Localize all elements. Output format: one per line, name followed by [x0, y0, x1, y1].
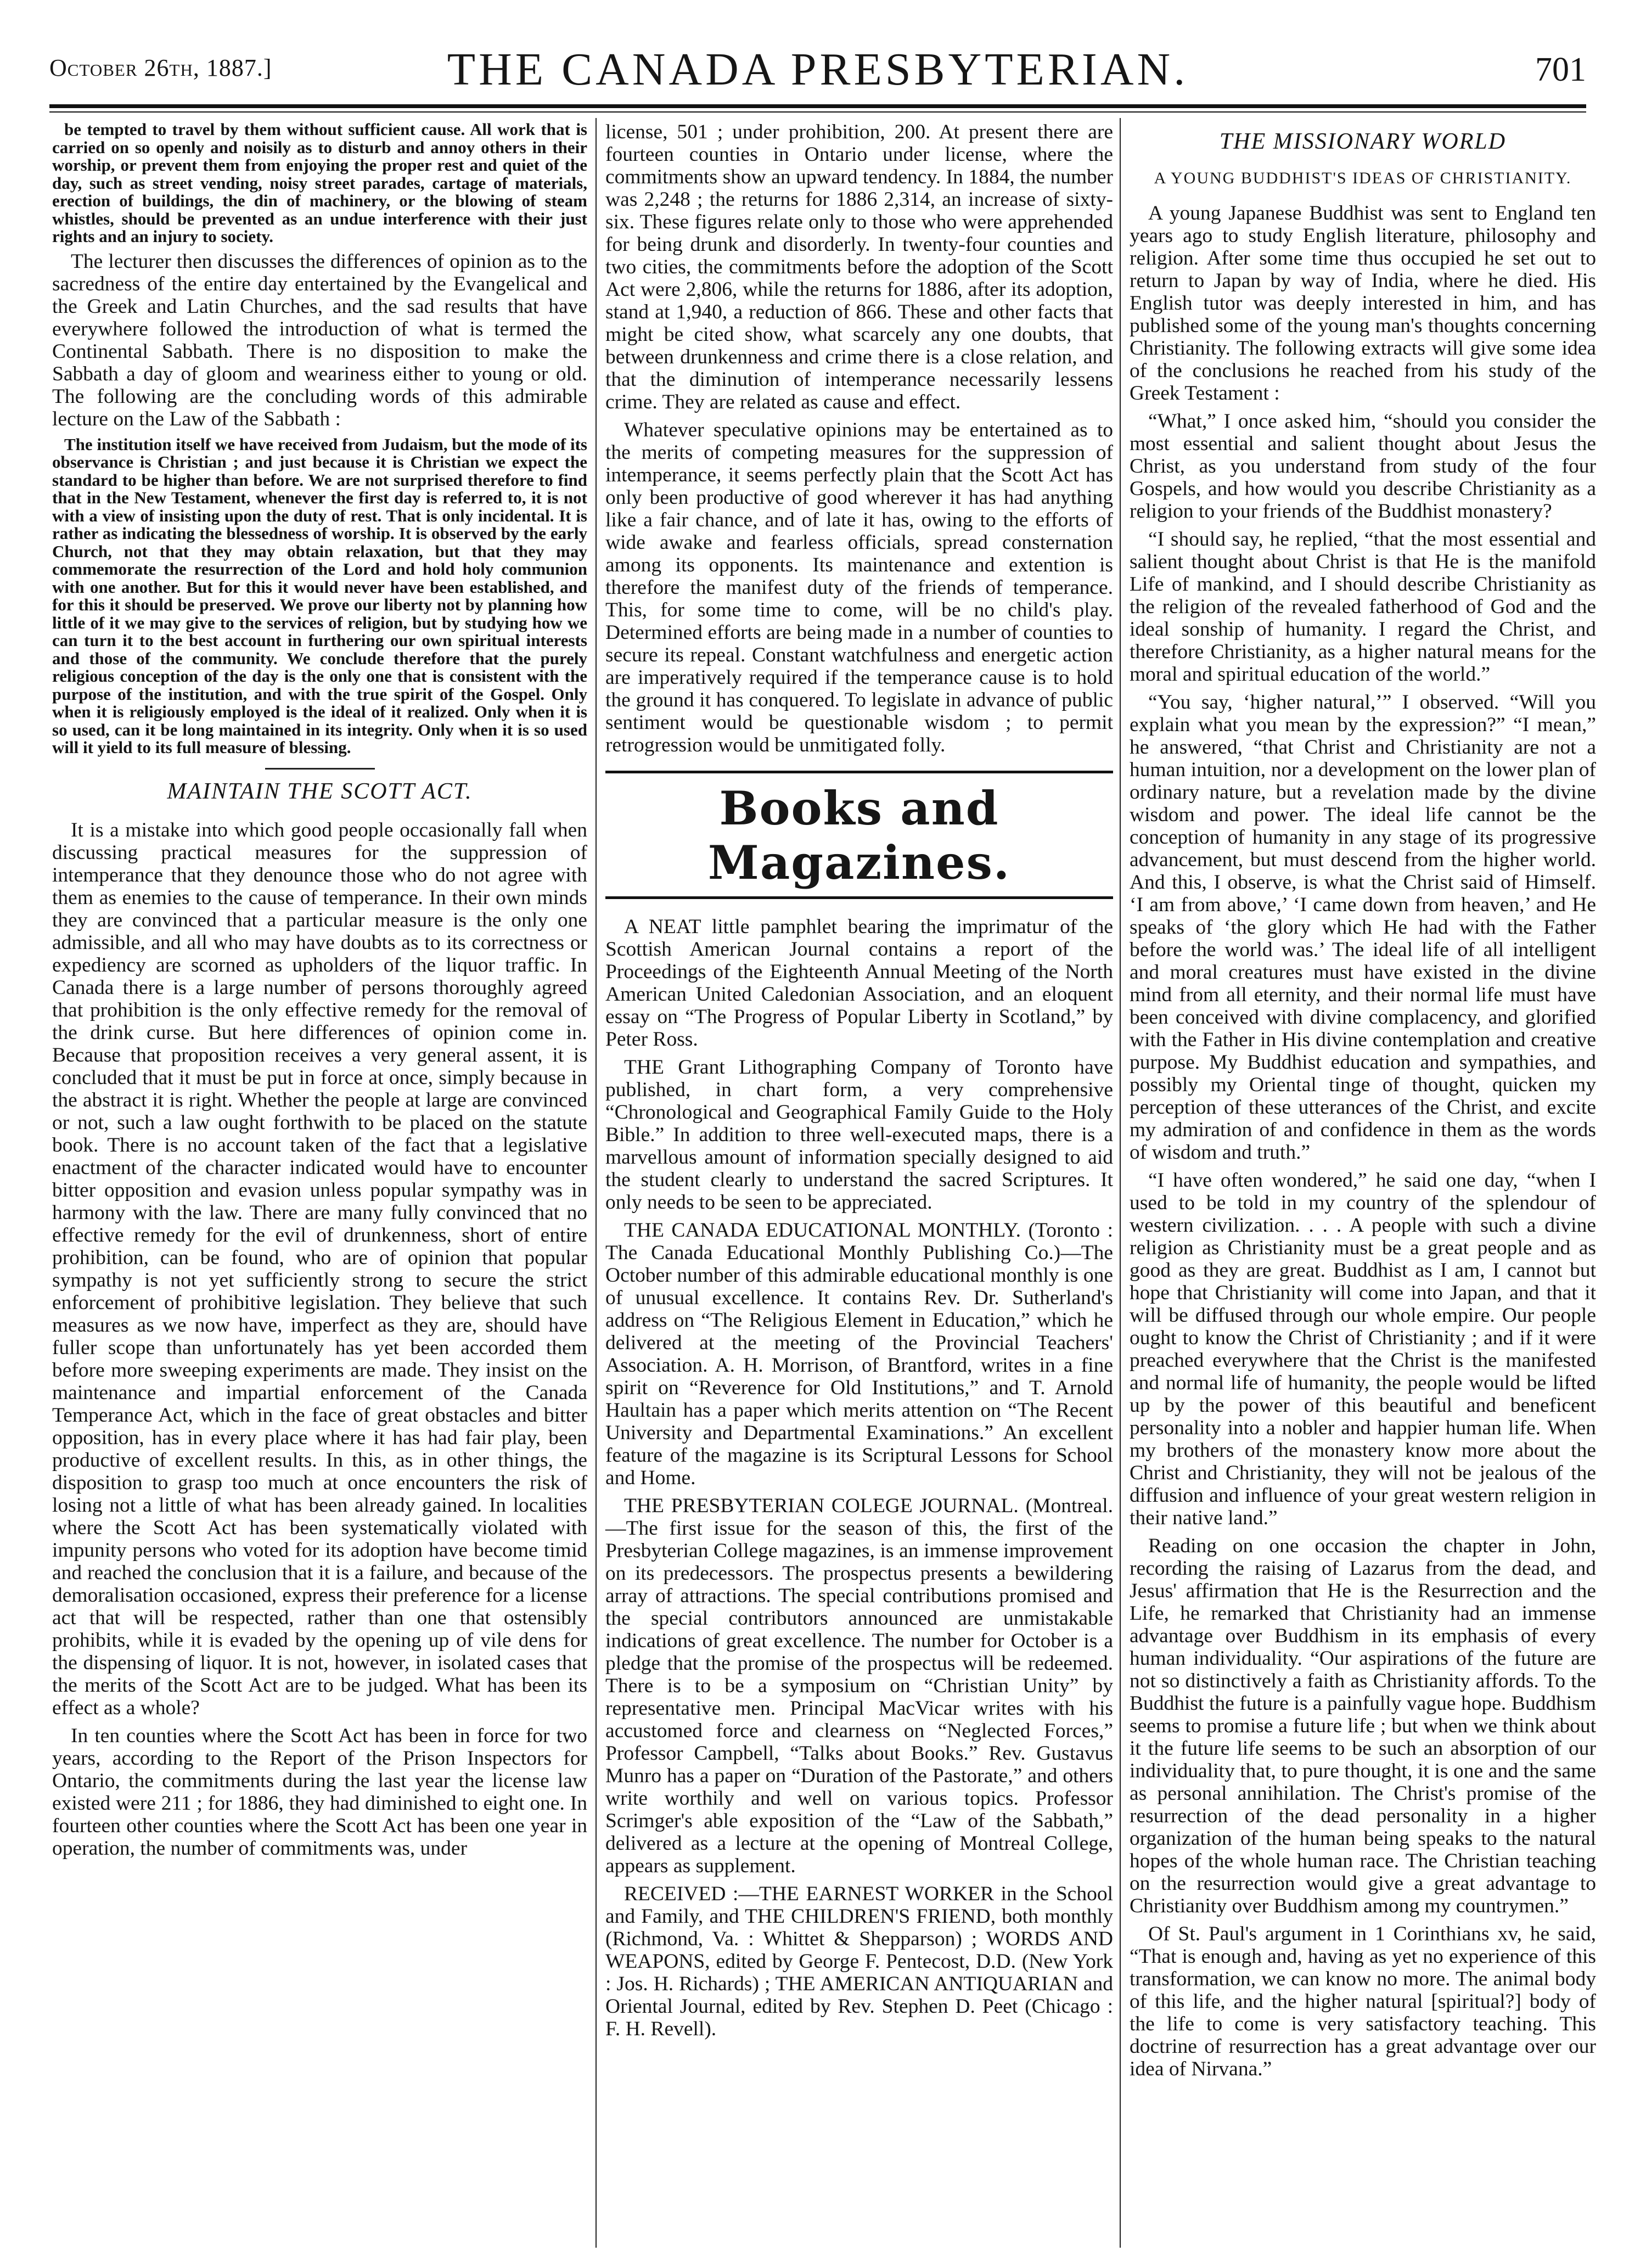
- block-quote: The institution itself we have received from Judaism, but the mode of its observance is Christian ; and just because it is Christian we expect the standard to be higher than before. We are not surprised therefore to find that in the New Testament, whenever the first day is referred to, it is not with a view of insisting upon the duty of rest. That is only incidental. It is rather as indicating the blessedness of worship. It is observed by the early Church, not that they may obtain relaxation, but that they may commemorate the resurrection of the Lord and hold holy communion with one another. But for this it would never have been established, and for this it should be preserved. We prove our liberty not by planning how little of it we may give to the services of religion, but by studying how we can turn it to the best account in furthering our own spiritual interests and those of the community. We conclude therefore that the purely religious conception of the day is the only one that is consistent with the purpose of the institution, and with the true spirit of the Gospel. Only when it is religiously employed is the ideal of it realized. Only when it is so used, can it be long maintained in its integrity. Only when it is so used will it yield to its full measure of blessing.: [52, 434, 587, 757]
- lecture-quote-end: be tempted to travel by them without sufficient cause. All work that is carried on so openly and noisily as to disturb and annoy others in their worship, or prevent them from enjoying the proper rest and quiet of the day, such as street vending, noisy street parades, cartage of materials, erection of buildings, the din of machinery, or the blowing of steam whistles, should be prevented as an undue interference with their just rights and an injury to society.: [52, 120, 587, 246]
- section-heading-scott-act: MAINTAIN THE SCOTT ACT.: [167, 778, 473, 804]
- section-divider: [265, 768, 375, 770]
- article-paragraph: The lecturer then discusses the differences of opinion as to the sacredness of the entire day entertained by the Evangelical and the Greek and Latin Churches, and the sad results that have everywhere followed the introduction of what is termed the Continental Sabbath. There is no disposition to make the Sabbath a day of gloom and weariness either to young or old. The following are the concluding words of this admirable lecture on the Law of the Sabbath :: [52, 250, 587, 430]
- article-paragraph: “What,” I once asked him, “should you consider the most essential and salient thought about Jesus the Christ, as you understand from study of the four Gospels, and how would you describe Christianity as a religion to your friends of the Buddhist monastery?: [1130, 410, 1596, 523]
- masthead-title: THE CANADA PRESBYTERIAN.: [447, 44, 1189, 95]
- column-right: [1130, 121, 1596, 2086]
- column-divider: [1120, 118, 1121, 2248]
- article-paragraph: “I should say, he replied, “that the most essential and salient thought about Christ is that He is the manifold Life of mankind, and I should describe Christianity as the religion of the revealed fatherhood of God and the ideal sonship of humanity. I regard the Christ, and therefore Christianity, as a higher natural means for the moral and spiritual education of the world.”: [1130, 528, 1596, 686]
- column-middle: [605, 121, 1113, 2046]
- review-paragraph: RECEIVED :—THE EARNEST WORKER in the School and Family, and THE CHILDREN'S FRIEND, both monthly (Richmond, Va. : Whittet & Shepparson) ; WORDS AND WEAPONS, edited by George F. Pentecost, D.D. (New York : Jos. H. Richards) ; THE AMERICAN ANTIQUARIAN and Oriental Journal, edited by Rev. Stephen D. Peet (Chicago : F. H. Revell).: [605, 1883, 1113, 2040]
- page-number: 701: [1535, 51, 1586, 88]
- article-paragraph: “You say, ‘higher natural,’” I observed. “Will you explain what you mean by the expression?” “I mean,” he answered, “that Christ and Christianity are not a human intuition, nor a development on the lower plan of ordinary nature, but a revelation made by the divine wisdom and power. The ideal life cannot be the conception of humanity in any stage of its progressive advancement, but must descend from the higher world. And this, I observe, is what the Christ said of Himself. ‘I am from above,’ ‘I came down from heaven,’ and He speaks of ‘the glory which He had with the Father before the world was.’ The ideal life of all intelligent and moral creatures must have existed in the divine mind from all eternity, and their normal life must have been conceived with divine complacency, and glorified with the Father in His divine contemplation and creative purpose. My Buddhist education and sympathies, and possibly my Oriental tinge of thought, quicken my perception of these utterances of the Christ, and excite my admiration of and confidence in them as the words of wisdom and truth.”: [1130, 691, 1596, 1164]
- article-paragraph: In ten counties where the Scott Act has been in force for two years, according to the Report of the Prison Inspectors for Ontario, the commitments during the last year the license law existed were 211 ; for 1886, they had diminished to eight one. In fourteen other counties where the Scott Act has been one year in operation, the number of commitments was, under: [52, 1724, 587, 1860]
- article-paragraph: “I have often wondered,” he said one day, “when I used to be told in my country of the splendour of western civilization. . . . A people with such a divine religion as Christianity must be a great people and as good as they are great. Buddhist as I am, I cannot but hope that Christianity will come into Japan, and that it will be diffused through our whole empire. Our people ought to know the Christ of Christianity ; and if it were preached everywhere that the Christ is the manifested and normal life of humanity, the people would be lifted up by the power of this beautiful and beneficent personality into a nobler and happier human life. When my brothers of the monastery know more about the Christ and Christianity, they will not be jealous of the diffusion and influence of your great western religion in their native land.”: [1130, 1169, 1596, 1529]
- review-paragraph: THE CANADA EDUCATIONAL MONTHLY. (Toronto : The Canada Educational Monthly Publishing Co.)—The October number of this admirable educational monthly is one of unusual excellence. It contains Rev. Dr. Sutherland's address on “The Religious Element in Education,” which he delivered at the meeting of the Provincial Teachers' Association. A. H. Morrison, of Brantford, writes in a fine spirit on “Reverence for Old Institutions,” and T. Arnold Haultain has a paper which merits attention on “The Recent University and Departmental Examinations.” An excellent feature of the magazine is its Scriptural Lessons for School and Home.: [605, 1219, 1113, 1489]
- review-paragraph: THE PRESBYTERIAN COLEGE JOURNAL. (Montreal.—The first issue for the season of this, the first of the Presbyterian College magazines, is an immense improvement on its predecessors. The prospectus presents a bewildering array of attractions. The special contributions promised and the special contributors announced are unmistakable indications of great excellence. The number for October is a pledge that the promise of the prospectus will be redeemed. There is to be a symposium on “Christian Unity” by representative men. Principal MacVicar writes with his accustomed force and clearness on “Neglected Forces,” Professor Campbell, “Talks about Books.” Rev. Gustavus Munro has a paper on “Duration of the Pastorate,” and others write worthily and well on various topics. Professor Scrimger's able exposition of the “Law of the Sabbath,” delivered as a lecture at the opening of Montreal College, appears as supplement.: [605, 1495, 1113, 1877]
- article-paragraph: Of St. Paul's argument in 1 Corinthians xv, he said, “That is enough and, having as yet no experience of this transformation, we can know no more. The animal body of this life, and the higher natural [spiritual?] body of the life to come is very satisfactory teaching. This doctrine of resurrection has a great advantage over our idea of Nirvana.”: [1130, 1923, 1596, 2080]
- header-rule: [49, 104, 1586, 108]
- article-subtitle: A YOUNG BUDDHIST'S IDEAS OF CHRISTIANITY.: [1154, 169, 1572, 187]
- column-divider: [596, 118, 597, 2248]
- issue-date: October 26th, 1887.]: [49, 54, 272, 81]
- page-header: [49, 38, 1586, 104]
- article-paragraph: A young Japanese Buddhist was sent to England ten years ago to study English literature, philosophy and religion. After some time thus occupied he set out to return to Japan by way of India, where he died. His English tutor was deeply interested in him, and has published some of the young man's thoughts concerning Christianity. The following extracts will give some idea of the conclusions he reached from his study of the Greek Testament :: [1130, 202, 1596, 405]
- header-rule-thin: [49, 111, 1586, 113]
- article-paragraph: license, 501 ; under prohibition, 200. At present there are fourteen counties in Ontario under license, where the commitments show an upward tendency. In 1884, the number was 2,248 ; the returns for 1886 2,314, an increase of sixty-six. These figures relate only to those who were apprehended for being drunk and disorderly. In twenty-four counties and two cities, the commitments before the adoption of the Scott Act were 2,806, while the returns for 1886, after its adoption, stand at 1,940, a reduction of 866. These and other facts that might be cited show, what scarcely any one doubts, that between drunkenness and crime there is a close relation, and that the diminution of intemperance necessarily lessens crime. They are related as cause and effect.: [605, 121, 1113, 413]
- section-heading-books: Books and Magazines.: [605, 771, 1113, 899]
- review-paragraph: THE Grant Lithographing Company of Toronto have published, in chart form, a very comprehensive “Chronological and Geographical Family Guide to the Holy Bible.” In addition to three well-executed maps, there is a marvellous amount of information specially designed to aid the student clearly to understand the sacred Scriptures. It only needs to be seen to be appreciated.: [605, 1056, 1113, 1214]
- article-paragraph: It is a mistake into which good people occasionally fall when discussing practical measures for the suppression of intemperance that they denounce those who do not agree with them as enemies to the cause of temperance. In their own minds they are convinced that a particular measure is the only one admissible, and all who may have doubts as to its correctness or expediency are scorned as upholders of the liquor traffic. In Canada there is a large number of persons thoroughly agreed that prohibition is the only effective remedy for the removal of the drink curse. But here differences of opinion come in. Because that proposition receives a very general assent, it is concluded that it must be put in force at once, simply because in the abstract it is right. Whether the people at large are convinced or not, such a law ought forthwith to be placed on the statute book. There is no account taken of the fact that a legislative enactment of the character indicated would have to encounter bitter opposition and evasion unless popular sympathy was in harmony with the law. There are many fully convinced that no effective remedy for the evil of drunkenness, short of entire prohibition, can be found, who are of opinion that popular sympathy is not yet sufficiently strong to secure the strict enforcement of prohibitive legislation. They believe that such measures as we now have, imperfect as they are, should have fuller scope than unfortunately has yet been accorded them before more sweeping experiments are made. They insist on the maintenance and impartial enforcement of the Canada Temperance Act, which in the face of great obstacles and bitter opposition, has in every place where it has had fair play, been productive of excellent results. In this, as in other things, the disposition to grasp too much at once encounters the risk of losing not a little of what has been already gained. In localities where the Scott Act has been systematically violated with impunity persons who voted for its adoption have become timid and reached the conclusion that it is a failure, and because of the demoralisation occasioned, express their preference for a license act that will be respected, rather than one that ostensibly prohibits, while it is evaded by the opening up of vile dens for the dispensing of liquor. It is not, however, in isolated cases that the merits of the Scott Act are to be judged. What has been its effect as a whole?: [52, 818, 587, 1719]
- section-heading-missionary: THE MISSIONARY WORLD: [1219, 129, 1507, 154]
- article-paragraph: Whatever speculative opinions may be entertained as to the merits of competing measures for the suppression of intemperance, it seems perfectly plain that the Scott Act has only been productive of good wherever it has had anything like a fair chance, and of late it has, owing to the efforts of wide awake and fearless officials, spread consternation among its opponents. Its maintenance and extention is therefore the manifest duty of the friends of temperance. This, for some time to come, will be no child's play. Determined efforts are being made in a number of counties to secure its repeal. Constant watchfulness and energetic action are imperatively required if the temperance cause is to hold the ground it has conquered. To legislate in advance of public sentiment would be questionable wisdom ; to permit retrogression would be unmitigated folly.: [605, 419, 1113, 756]
- column-left: [52, 121, 587, 1865]
- article-paragraph: Reading on one occasion the chapter in John, recording the raising of Lazarus from the dead, and Jesus' affirmation that He is the Resurrection and the Life, he remarked that Christianity had an immense advantage over Buddhism in its emphasis of every human individuality. “Our aspirations of the future are not so distinctively a faith as Christianity affords. To the Buddhist the future is a painfully vague hope. Buddhism seems to promise a future life ; but when we think about it the future life seems to be such an absorption of our individuality that, to pure thought, it is one and the same as personal annihilation. The Christ's promise of the resurrection of the dead personality in a higher organization of the human being speaks to the natural hopes of the whole human race. The Christian teaching on the resurrection would give a great advantage to Christianity over Buddhism among my countrymen.”: [1130, 1535, 1596, 1917]
- review-paragraph: A NEAT little pamphlet bearing the imprimatur of the Scottish American Journal contains a report of the Proceedings of the Eighteenth Annual Meeting of the North American United Caledonian Association, and an eloquent essay on “The Progress of Popular Liberty in Scotland,” by Peter Ross.: [605, 916, 1113, 1051]
